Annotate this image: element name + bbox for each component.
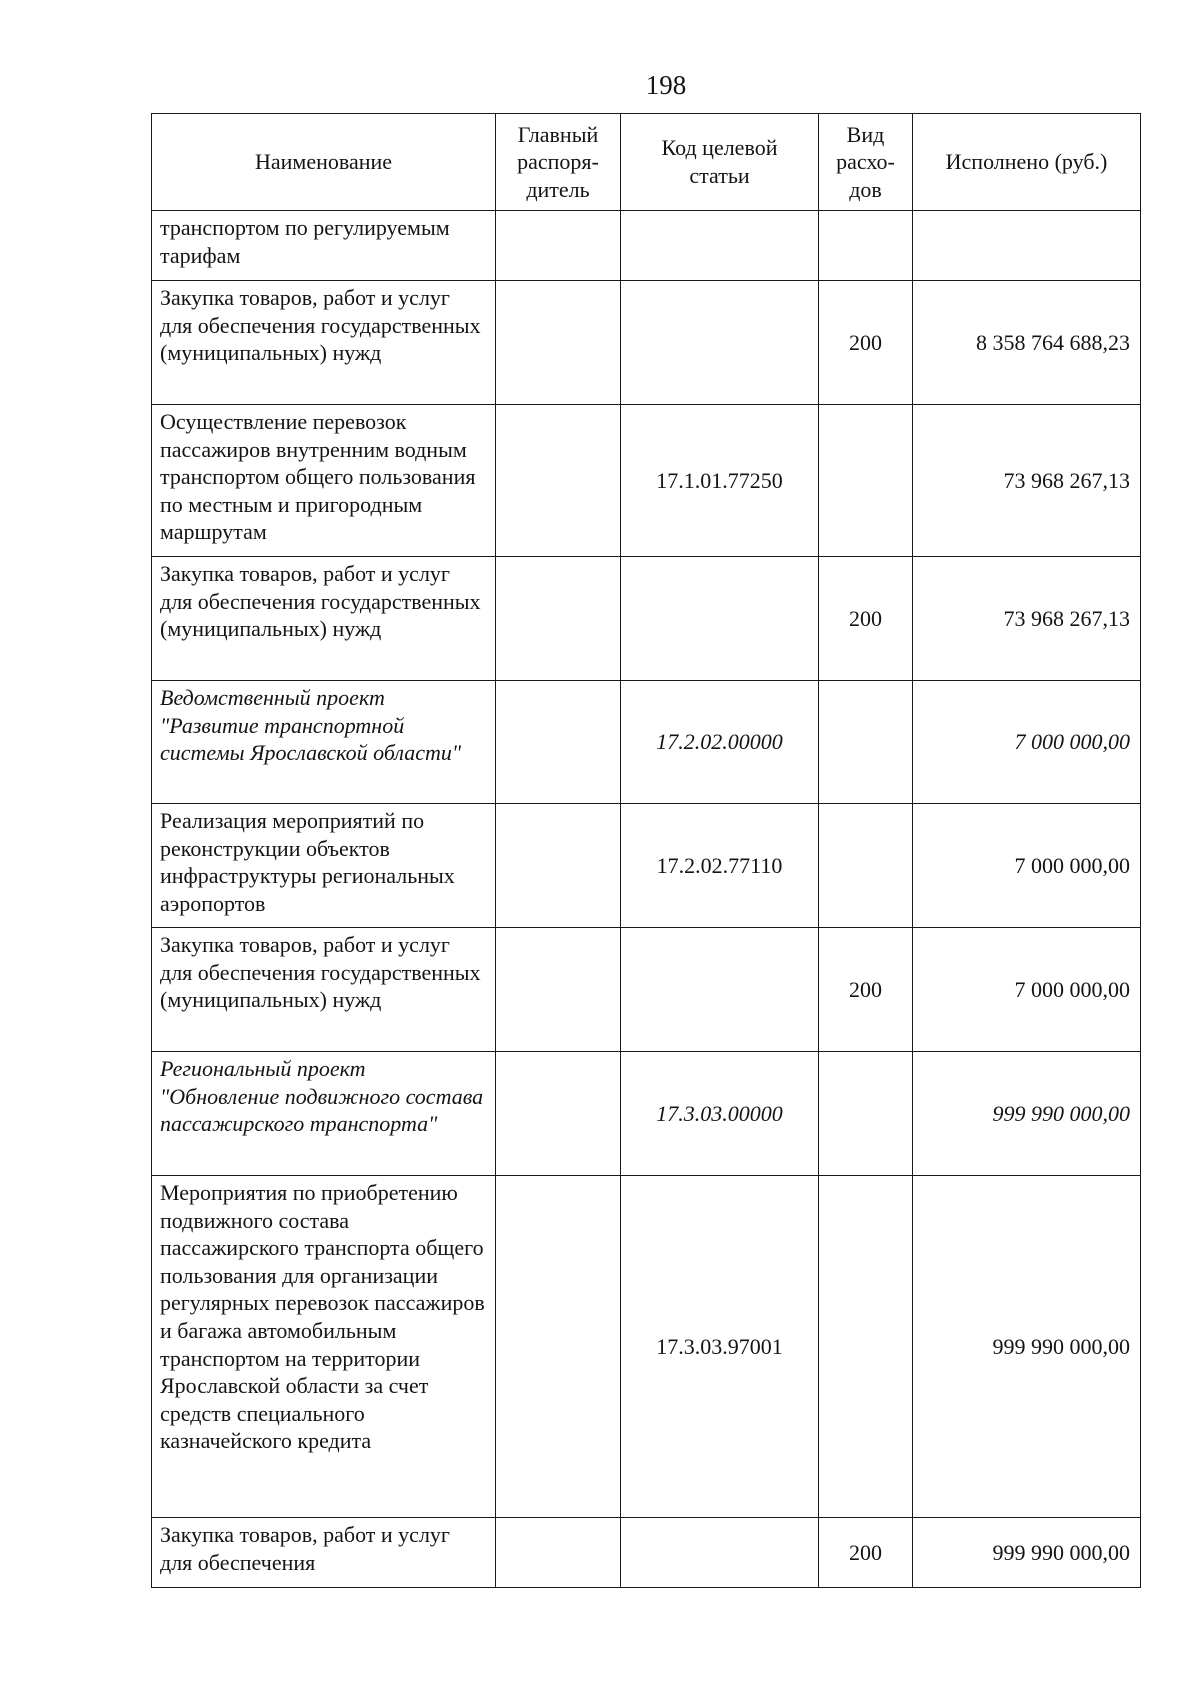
page-number: 198 xyxy=(645,70,687,100)
header-manager: Главный распоря-дитель xyxy=(496,114,621,211)
row-name: Закупка товаров, работ и услуг для обеспечения государственных (муниципальных) нужд xyxy=(152,557,496,681)
row-expense-type xyxy=(819,1052,913,1176)
row-code: 17.3.03.00000 xyxy=(621,1052,819,1176)
header-expense-type: Вид расхо-дов xyxy=(819,114,913,211)
table-row xyxy=(152,804,1141,928)
row-amount: 999 990 000,00 xyxy=(913,1176,1141,1518)
budget-table xyxy=(151,113,1141,1588)
table-row xyxy=(152,1176,1141,1518)
row-name: Региональный проект "Обновление подвижного состава пассажирского транспорта" xyxy=(152,1052,496,1176)
row-expense-type: 200 xyxy=(819,557,913,681)
row-code xyxy=(621,928,819,1052)
table-row xyxy=(152,405,1141,557)
header-code: Код целевой статьи xyxy=(621,114,819,211)
row-name: транспортом по регулируемым тарифам xyxy=(152,211,496,281)
row-name: Ведомственный проект "Развитие транспортной системы Ярославской области" xyxy=(152,681,496,804)
row-manager xyxy=(496,405,621,557)
row-amount: 73 968 267,13 xyxy=(913,557,1141,681)
row-code xyxy=(621,281,819,405)
table-row xyxy=(152,928,1141,1052)
row-manager xyxy=(496,281,621,405)
header-name: Наименование xyxy=(152,114,496,211)
table-row xyxy=(152,1052,1141,1176)
row-code: 17.1.01.77250 xyxy=(621,405,819,557)
row-manager xyxy=(496,557,621,681)
row-amount: 999 990 000,00 xyxy=(913,1052,1141,1176)
row-expense-type: 200 xyxy=(819,928,913,1052)
row-name: Мероприятия по приобретению подвижного состава пассажирского транспорта общего пользования для организации регулярных перевозок пассажиров и багажа автомобильным транспортом на территории Ярославской области за счет средств специального казначейского кредита xyxy=(152,1176,496,1518)
table-row xyxy=(152,281,1141,405)
row-code: 17.2.02.00000 xyxy=(621,681,819,804)
row-amount: 7 000 000,00 xyxy=(913,928,1141,1052)
table-row xyxy=(152,211,1141,281)
row-expense-type xyxy=(819,405,913,557)
row-manager xyxy=(496,1176,621,1518)
row-manager xyxy=(496,681,621,804)
row-name: Реализация мероприятий по реконструкции объектов инфраструктуры региональных аэропортов xyxy=(152,804,496,928)
row-expense-type: 200 xyxy=(819,1518,913,1588)
row-expense-type xyxy=(819,804,913,928)
row-code: 17.2.02.77110 xyxy=(621,804,819,928)
row-amount xyxy=(913,211,1141,281)
row-expense-type xyxy=(819,211,913,281)
row-expense-type xyxy=(819,1176,913,1518)
row-manager xyxy=(496,1052,621,1176)
row-amount: 7 000 000,00 xyxy=(913,804,1141,928)
row-name: Закупка товаров, работ и услуг для обеспечения государственных (муниципальных) нужд xyxy=(152,281,496,405)
row-name: Закупка товаров, работ и услуг для обеспечения государственных (муниципальных) нужд xyxy=(152,928,496,1052)
row-code xyxy=(621,557,819,681)
row-name: Осуществление перевозок пассажиров внутренним водным транспортом общего пользования по местным и пригородным маршрутам xyxy=(152,405,496,557)
table-row xyxy=(152,557,1141,681)
row-manager xyxy=(496,928,621,1052)
row-code: 17.3.03.97001 xyxy=(621,1176,819,1518)
table-row xyxy=(152,681,1141,804)
row-manager xyxy=(496,211,621,281)
row-amount: 7 000 000,00 xyxy=(913,681,1141,804)
header-executed: Исполнено (руб.) xyxy=(913,114,1141,211)
row-amount: 73 968 267,13 xyxy=(913,405,1141,557)
row-name: Закупка товаров, работ и услуг для обеспечения xyxy=(152,1518,496,1588)
row-expense-type: 200 xyxy=(819,281,913,405)
row-code xyxy=(621,1518,819,1588)
row-manager xyxy=(496,804,621,928)
row-code xyxy=(621,211,819,281)
row-amount: 999 990 000,00 xyxy=(913,1518,1141,1588)
row-manager xyxy=(496,1518,621,1588)
table-header-row xyxy=(152,114,1141,211)
row-amount: 8 358 764 688,23 xyxy=(913,281,1141,405)
table-row xyxy=(152,1518,1141,1588)
row-expense-type xyxy=(819,681,913,804)
